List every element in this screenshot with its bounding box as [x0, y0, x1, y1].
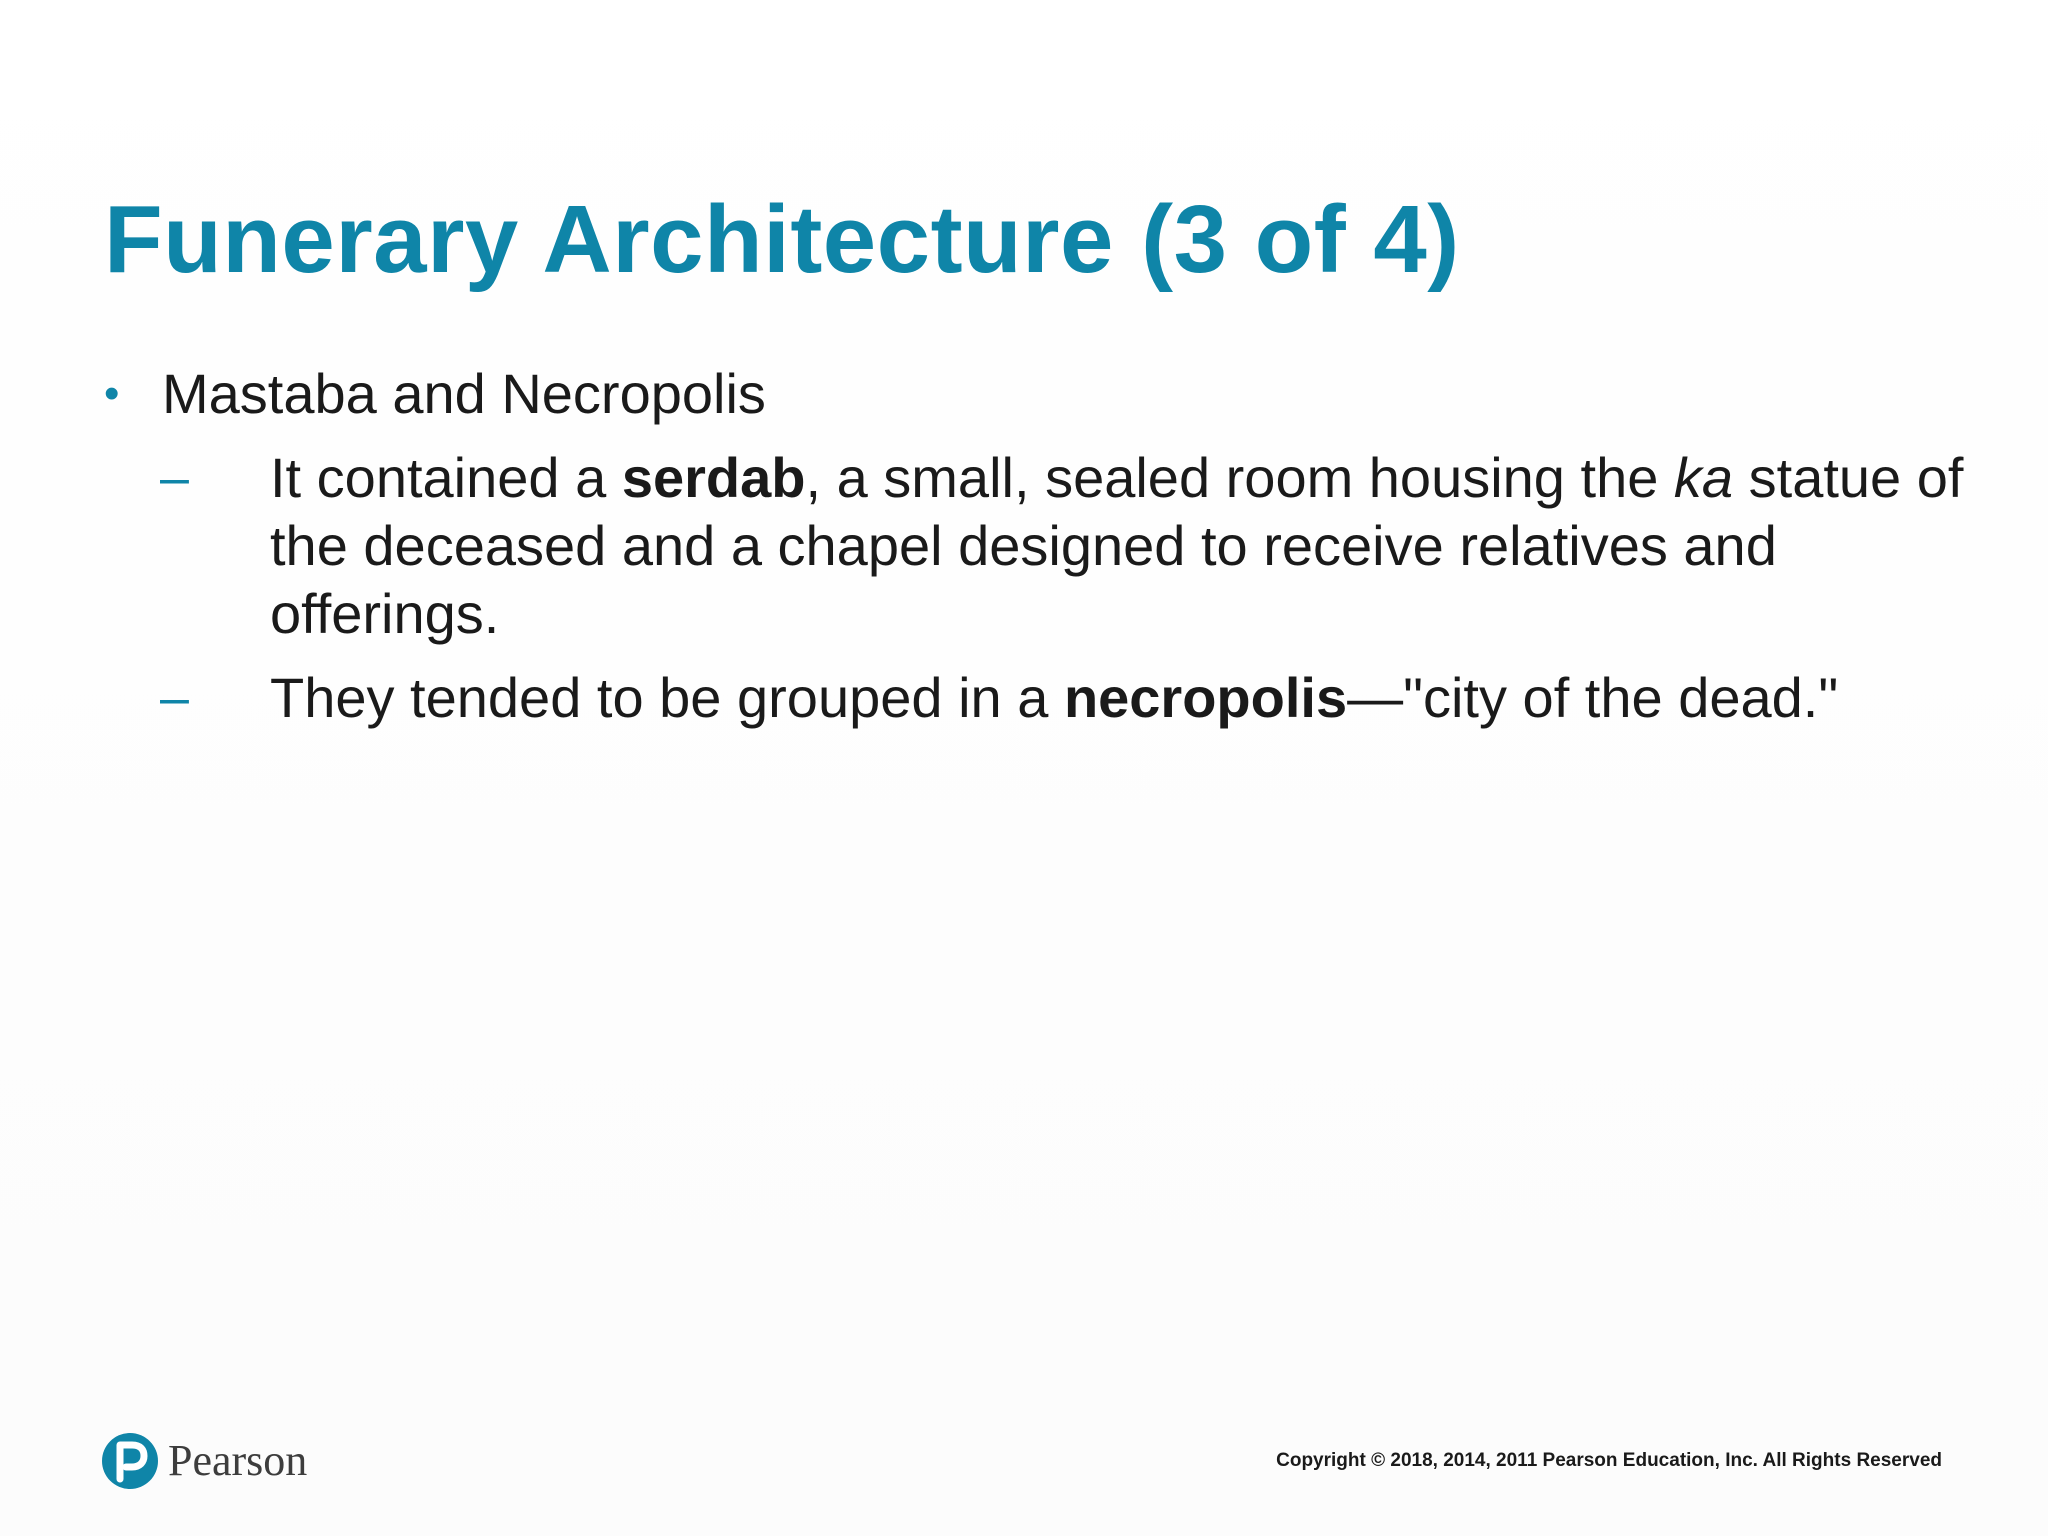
- slide-content: [104, 360, 1984, 732]
- bold-term-serdab: serdab: [621, 446, 806, 509]
- logo-wordmark: Pearson: [168, 1436, 308, 1485]
- sub-bullet-text: [270, 664, 1990, 732]
- pearson-logo: [102, 1428, 307, 1494]
- bold-term-necropolis: necropolis: [1063, 666, 1348, 729]
- italic-term-ka: ka: [1673, 446, 1734, 509]
- slide-title: Funerary Architecture (3 of 4): [104, 186, 1460, 293]
- text-run: —"city of the dead.": [1347, 666, 1839, 729]
- pearson-p-icon: [102, 1433, 158, 1489]
- bullet-text: Mastaba and Necropolis: [162, 362, 766, 425]
- sub-bullet-text: [270, 444, 1990, 648]
- text-run: , a small, sealed room housing the: [805, 446, 1674, 509]
- bullet-item: [104, 360, 1984, 428]
- sub-bullet-marker: –: [160, 669, 189, 727]
- copyright-notice: Copyright © 2018, 2014, 2011 Pearson Education, Inc. All Rights Reserved: [1276, 1450, 1942, 1471]
- text-run: It contained a: [270, 446, 622, 509]
- bullet-marker: •: [104, 369, 120, 418]
- sub-bullet-item: [160, 444, 1984, 648]
- text-run: statue of the deceased and a chapel designed to receive relatives and offerings.: [270, 446, 1964, 645]
- text-run: They tended to be grouped in a: [270, 666, 1064, 729]
- sub-bullet-item: [160, 664, 1984, 732]
- sub-bullet-marker: –: [160, 449, 189, 507]
